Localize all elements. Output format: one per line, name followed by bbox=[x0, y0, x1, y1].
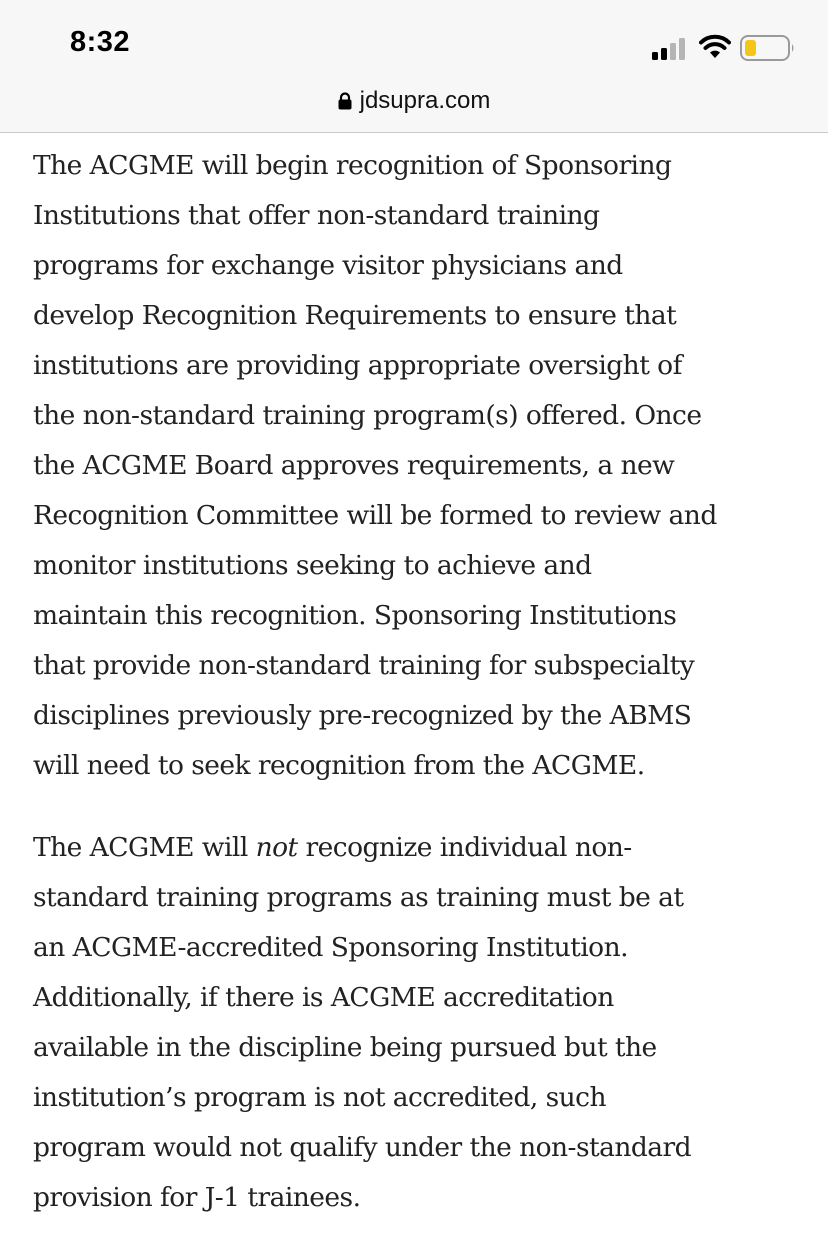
text-line bbox=[33, 823, 813, 873]
emphasis-text: not bbox=[255, 832, 298, 863]
text-line: provision for J-1 trainees. bbox=[33, 1182, 361, 1213]
text-line: the non-standard training program(s) offered. Once bbox=[33, 400, 702, 431]
url-text[interactable]: jdsupra.com bbox=[359, 87, 491, 114]
cellular-signal-icon bbox=[652, 38, 690, 60]
text-line: programs for exchange visitor physicians and bbox=[33, 250, 623, 281]
text-line: Recognition Committee will be formed to review and bbox=[33, 500, 717, 531]
text-segment: recognize individual non- bbox=[297, 832, 632, 863]
text-line: the ACGME Board approves requirements, a new bbox=[33, 450, 675, 481]
text-line: maintain this recognition. Sponsoring Institutions bbox=[33, 600, 677, 631]
text-line: monitor institutions seeking to achieve and bbox=[33, 550, 592, 581]
article-body bbox=[33, 141, 813, 1255]
text-line: program would not qualify under the non-standard bbox=[33, 1132, 692, 1163]
status-bar bbox=[0, 0, 828, 80]
address-bar[interactable] bbox=[0, 80, 828, 133]
text-line: will need to seek recognition from the ACGME. bbox=[33, 750, 645, 781]
paragraph-2 bbox=[33, 823, 813, 1223]
text-line: standard training programs as training must be at bbox=[33, 882, 684, 913]
text-line: Additionally, if there is ACGME accreditation bbox=[33, 982, 614, 1013]
status-time: 8:32 bbox=[70, 26, 131, 58]
text-line: develop Recognition Requirements to ensure that bbox=[33, 300, 677, 331]
text-line: institution’s program is not accredited, such bbox=[33, 1082, 606, 1113]
text-line: The ACGME will begin recognition of Sponsoring bbox=[33, 150, 672, 181]
text-segment: The ACGME will bbox=[33, 832, 256, 863]
battery-icon bbox=[740, 34, 796, 62]
text-line: disciplines previously pre-recognized by the ABMS bbox=[33, 700, 692, 731]
lock-icon bbox=[338, 92, 352, 110]
text-line: that provide non-standard training for subspecialty bbox=[33, 650, 695, 681]
text-line: an ACGME-accredited Sponsoring Institution. bbox=[33, 932, 628, 963]
text-line: available in the discipline being pursued but the bbox=[33, 1032, 657, 1063]
text-line: institutions are providing appropriate oversight of bbox=[33, 350, 682, 381]
paragraph-1 bbox=[33, 141, 813, 791]
wifi-icon bbox=[699, 34, 731, 60]
text-line: Institutions that offer non-standard training bbox=[33, 200, 600, 231]
